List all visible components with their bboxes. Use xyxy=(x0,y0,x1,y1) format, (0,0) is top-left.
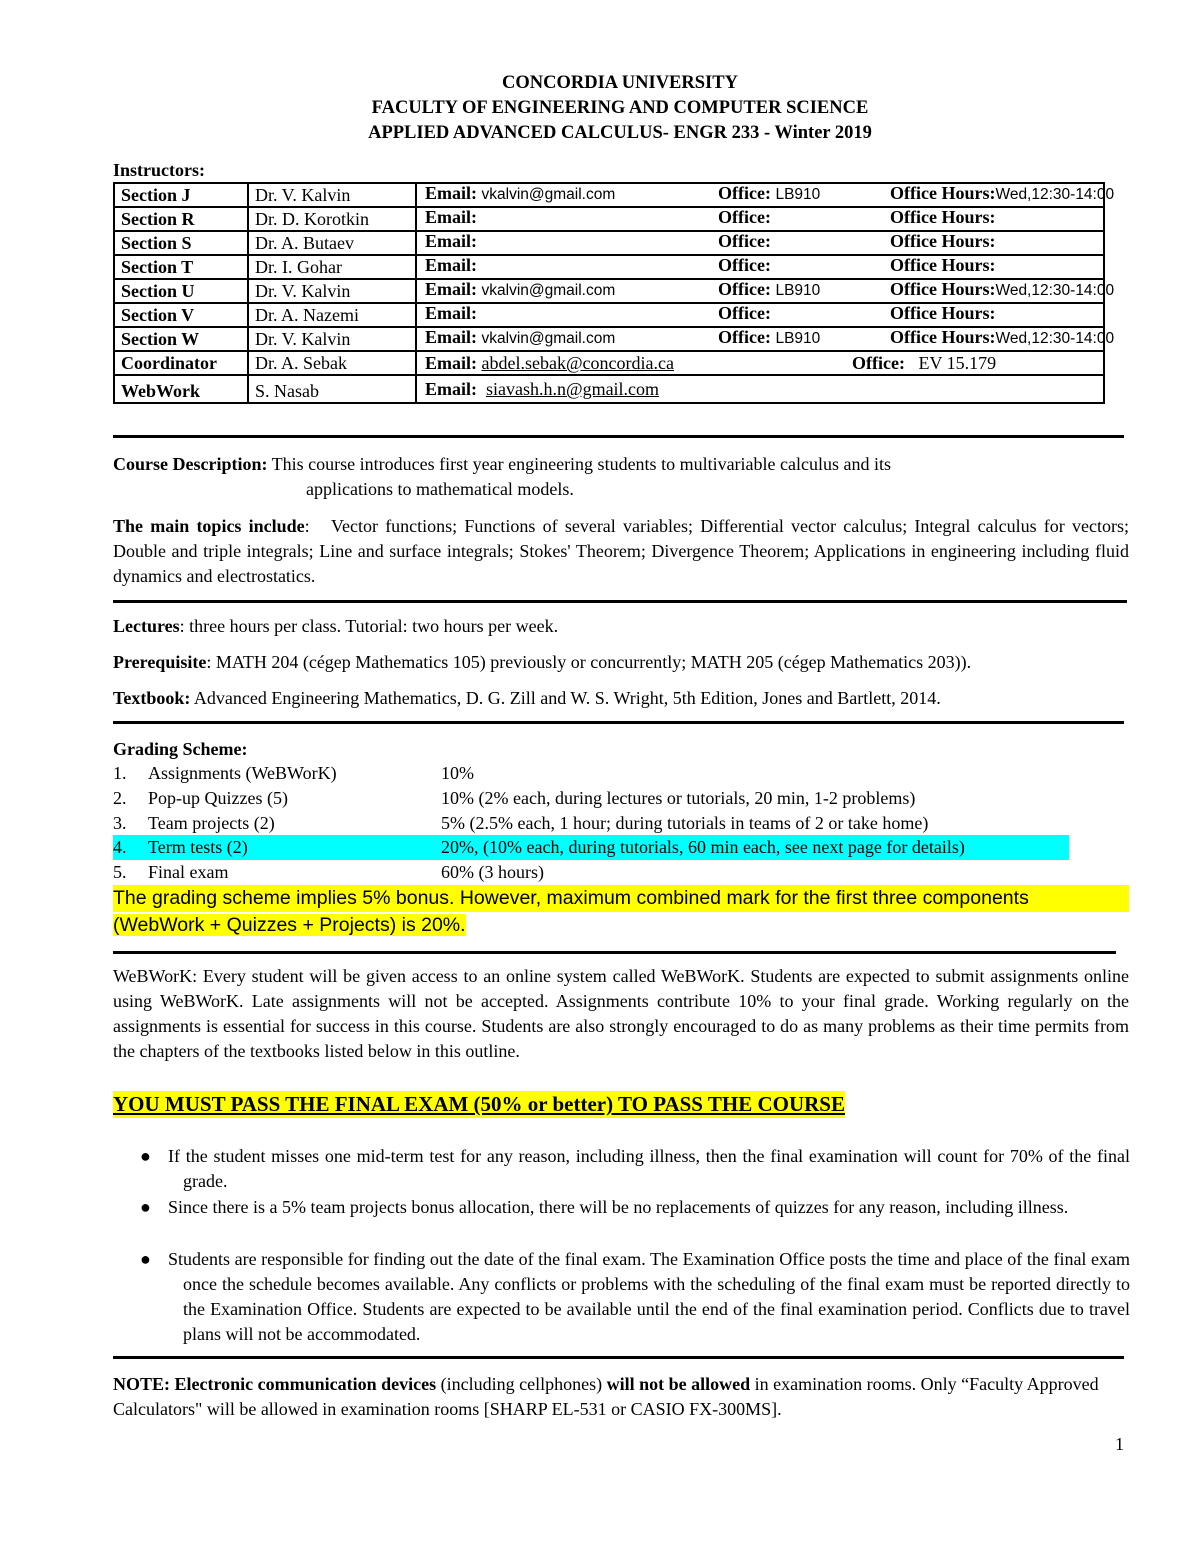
instructor-row xyxy=(114,231,1104,255)
grading-item-number: 5. xyxy=(113,862,127,882)
faculty-title: FACULTY OF ENGINEERING AND COMPUTER SCIENCE xyxy=(371,98,869,118)
grading-item-number: 1. xyxy=(113,763,127,783)
coordinator-name: Dr. A. Sebak xyxy=(248,351,416,375)
grading-item-weight: 60% (3 hours) xyxy=(441,862,544,882)
bullet-icon: ● xyxy=(140,1146,151,1166)
grading-item-name: Term tests (2) xyxy=(148,837,248,857)
instructor-name: Dr. D. Korotkin xyxy=(248,207,416,231)
bonus-note-line2: (WebWork + Quizzes + Projects) is 20%. xyxy=(113,914,466,936)
bullet-icon: ● xyxy=(140,1197,151,1217)
instructors-heading: Instructors: xyxy=(113,160,205,180)
page-number: 1 xyxy=(1115,1434,1124,1454)
course-description-line1: This course introduces first year engineering students to multivariable calculus and its xyxy=(271,454,892,474)
email-value: vkalvin@gmail.com xyxy=(481,186,616,203)
section-cell: Section U xyxy=(114,279,248,303)
grading-item-weight: 10% xyxy=(441,763,474,783)
email-label: Email: xyxy=(425,207,477,227)
instructor-row xyxy=(114,183,1104,207)
office-label: Office: xyxy=(718,231,771,251)
office-label: Office: xyxy=(852,353,905,373)
divider xyxy=(113,435,1124,438)
instructor-name: Dr. V. Kalvin xyxy=(248,327,416,351)
contact-cell xyxy=(416,327,1115,351)
lectures-label: Lectures xyxy=(113,616,180,636)
must-pass-banner: YOU MUST PASS THE FINAL EXAM (50% or better) TO PASS THE COURSE xyxy=(113,1092,845,1116)
instructor-name: Dr. V. Kalvin xyxy=(248,183,416,207)
office-value: LB910 xyxy=(775,282,821,299)
contact-cell xyxy=(416,279,1115,303)
section-cell: Section V xyxy=(114,303,248,327)
office-hours-label: Office Hours: xyxy=(890,303,996,323)
university-title: CONCORDIA UNIVERSITY xyxy=(502,73,738,93)
bonus-note-line1: The grading scheme implies 5% bonus. However, maximum combined mark for the first three components xyxy=(113,885,1129,912)
bullet-icon: ● xyxy=(140,1249,151,1269)
bullet-text: Since there is a 5% team projects bonus allocation, there will be no replacements of quizzes for any reason, including illness. xyxy=(168,1197,1069,1217)
course-description xyxy=(113,453,891,475)
grading-item xyxy=(113,786,1129,811)
instructor-row xyxy=(114,303,1104,327)
instructor-name: Dr. A. Nazemi xyxy=(248,303,416,327)
instructor-row xyxy=(114,255,1104,279)
prerequisite-label: Prerequisite xyxy=(113,652,207,672)
section-cell: Section J xyxy=(114,183,248,207)
office-value: LB910 xyxy=(775,186,821,203)
email-value: vkalvin@gmail.com xyxy=(481,330,616,347)
divider xyxy=(113,951,1116,954)
divider xyxy=(113,721,1124,724)
course-description-label: Course Description: xyxy=(113,454,268,474)
instructor-row xyxy=(114,327,1104,351)
grading-item xyxy=(113,860,1129,885)
instructor-name: Dr. V. Kalvin xyxy=(248,279,416,303)
email-label: Email: xyxy=(425,327,477,347)
main-topics-label: The main topics include xyxy=(113,516,305,536)
contact-cell xyxy=(416,207,1104,231)
grading-item xyxy=(113,835,1069,860)
office-hours-label: Office Hours: xyxy=(890,183,996,203)
grading-heading: Grading Scheme: xyxy=(113,739,248,759)
main-topics: The main topics include: Vector functions; Functions of several variables; Differential vector calculus; Integral calculus for vectors; Double and triple integrals; Line and surface integrals; Stokes' Theorem; Divergence Theorem; Applications in engineering including fluid dynamics and electrostatics. xyxy=(113,516,1129,586)
email-label: Email: xyxy=(425,183,477,203)
lectures-line xyxy=(113,614,558,639)
office-hours-value: Wed,12:30-14:00 xyxy=(995,330,1115,347)
contact-cell xyxy=(416,255,1104,279)
office-hours-value: Wed,12:30-14:00 xyxy=(995,186,1115,203)
office-label: Office: xyxy=(718,207,771,227)
email-label: Email: xyxy=(425,279,477,299)
divider xyxy=(113,1356,1124,1359)
email-label: Email: xyxy=(425,303,477,323)
office-hours-label: Office Hours: xyxy=(890,255,996,275)
contact-cell xyxy=(416,303,1104,327)
webwork-contact-name: S. Nasab xyxy=(248,375,416,403)
webwork-paragraph: WeBWorK: Every student will be given access to an online system called WeBWorK. Students are expected to submit assignments online using WeBWorK. Late assignments will not be accepted. Assignments contribute 10% to your final grade. Working regularly on the assignments is essential for success in this course. Students are also strongly encouraged to do as many problems as their time permits from the chapters of the textbooks listed below in this outline. xyxy=(113,966,1129,1061)
note-label: NOTE: xyxy=(113,1374,171,1394)
webwork-email-link[interactable]: siavash.h.n@gmail.com xyxy=(486,379,660,399)
instructor-name: Dr. A. Butaev xyxy=(248,231,416,255)
prerequisite-line xyxy=(113,650,971,675)
grading-item-number: 4. xyxy=(113,837,127,857)
email-label: Email: xyxy=(425,255,477,275)
divider xyxy=(113,600,1127,603)
grading-item-weight: 10% (2% each, during lectures or tutorials, 20 min, 1-2 problems) xyxy=(441,788,916,808)
bullet-item xyxy=(140,1144,1130,1194)
contact-cell xyxy=(416,375,1104,403)
email-label: Email: xyxy=(425,353,477,373)
main-topics-text: Vector functions; Functions of several variables; Differential vector calculus; Integral calculus for vectors; Double and triple integrals; Line and surface integrals; Stokes' Theorem; Divergence Theorem; Applications in engineering including fluid dynamics and electrostatics. xyxy=(113,516,1129,586)
contact-cell xyxy=(416,183,1115,207)
coordinator-email-link[interactable]: abdel.sebak@concordia.ca xyxy=(481,353,674,373)
grading-item-weight: 20%, (10% each, during tutorials, 60 min each, see next page for details) xyxy=(441,837,965,857)
devices-note xyxy=(113,1372,1129,1422)
section-cell: Section S xyxy=(114,231,248,255)
section-cell: Section T xyxy=(114,255,248,279)
grading-item xyxy=(113,761,1129,786)
course-description-line2: applications to mathematical models. xyxy=(306,479,574,499)
section-cell: Section R xyxy=(114,207,248,231)
office-hours-label: Office Hours: xyxy=(890,279,996,299)
office-label: Office: xyxy=(718,255,771,275)
office-value: EV 15.179 xyxy=(918,353,997,373)
grading-item-name: Pop-up Quizzes (5) xyxy=(148,788,288,808)
email-value: vkalvin@gmail.com xyxy=(481,282,616,299)
lectures-text: : three hours per class. Tutorial: two hours per week. xyxy=(179,616,559,636)
office-label: Office: xyxy=(718,303,771,323)
bullet-item xyxy=(140,1247,1130,1347)
bullet-text: If the student misses one mid-term test for any reason, including illness, then the final examination will count for 70% of the final grade. xyxy=(168,1146,1130,1191)
webwork-row xyxy=(114,375,1104,403)
grading-item-name: Assignments (WeBWorK) xyxy=(148,763,337,783)
bullet-item xyxy=(140,1195,1130,1220)
grading-item-number: 3. xyxy=(113,813,127,833)
bullet-text: Students are responsible for finding out the date of the final exam. The Examination Office posts the time and place of the final exam once the schedule becomes available. Any conflicts or problems with the scheduling of the final exam must be reported directly to the Examination Office. Students are expected to be available until the end of the final examination period. Conflicts due to travel plans will not be accommodated. xyxy=(168,1249,1130,1344)
role-cell: WebWork xyxy=(114,375,248,403)
grading-item xyxy=(113,811,1129,836)
email-label: Email: xyxy=(425,379,477,399)
grading-item-number: 2. xyxy=(113,788,127,808)
office-value: LB910 xyxy=(775,330,821,347)
office-label: Office: xyxy=(718,327,771,347)
note-bold-devices: Electronic communication devices xyxy=(174,1374,437,1394)
instructor-row xyxy=(114,279,1104,303)
office-hours-value: Wed,12:30-14:00 xyxy=(995,282,1115,299)
textbook-text: Advanced Engineering Mathematics, D. G. Zill and W. S. Wright, 5th Edition, Jones and Bartlett, 2014. xyxy=(190,688,941,708)
note-text-1: (including cellphones) xyxy=(436,1374,607,1394)
contact-cell xyxy=(416,231,1104,255)
instructor-row xyxy=(114,207,1104,231)
office-hours-label: Office Hours: xyxy=(890,327,996,347)
grading-item-name: Team projects (2) xyxy=(148,813,275,833)
office-hours-label: Office Hours: xyxy=(890,207,996,227)
section-cell: Section W xyxy=(114,327,248,351)
office-label: Office: xyxy=(718,279,771,299)
contact-cell xyxy=(416,351,1104,375)
textbook-line xyxy=(113,686,941,711)
prerequisite-text: : MATH 204 (cégep Mathematics 105) previously or concurrently; MATH 205 (cégep Mathematics 203)). xyxy=(206,652,972,672)
grading-item-weight: 5% (2.5% each, 1 hour; during tutorials in teams of 2 or take home) xyxy=(441,813,929,833)
bonus-note-line2-wrap xyxy=(113,912,1129,939)
coordinator-row xyxy=(114,351,1104,375)
note-text-2: in examination rooms. Only “Faculty Approved Calculators" will be allowed in examination rooms [SHARP EL-531 or CASIO FX-300MS]. xyxy=(113,1374,1099,1419)
textbook-label: Textbook: xyxy=(113,688,191,708)
instructor-name: Dr. I. Gohar xyxy=(248,255,416,279)
role-cell: Coordinator xyxy=(114,351,248,375)
instructors-table xyxy=(113,182,1115,404)
office-hours-label: Office Hours: xyxy=(890,231,996,251)
office-label: Office: xyxy=(718,183,771,203)
email-label: Email: xyxy=(425,231,477,251)
note-bold-not-allowed: will not be allowed xyxy=(606,1374,751,1394)
grading-item-name: Final exam xyxy=(148,862,229,882)
course-title: APPLIED ADVANCED CALCULUS- ENGR 233 - Winter 2019 xyxy=(368,123,872,143)
